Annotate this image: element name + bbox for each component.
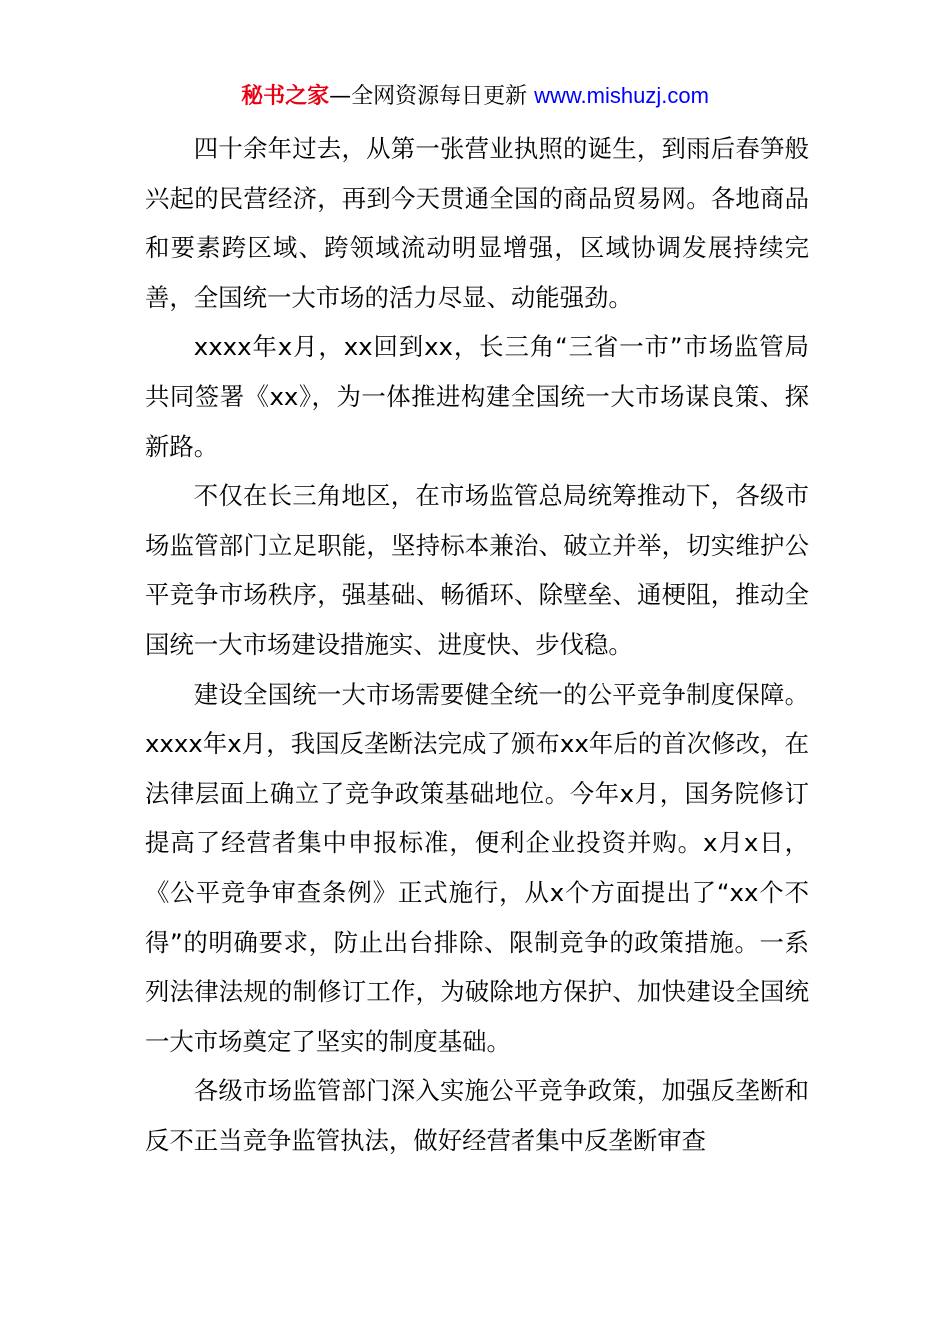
paragraph-1: 四十余年过去，从第一张营业执照的诞生，到雨后春笋般兴起的民营经济，再到今天贯通全国的商品贸易网。各地商品和要素跨区域、跨领域流动明显增强，区域协调发展持续完善，全国统一大市场的活力尽显、动能强劲。 (145, 134, 809, 312)
header-url: www.mishuzj.com (534, 83, 709, 108)
page-header (0, 80, 950, 113)
paragraph-2: xxxx年x月，xx回到xx，长三角“三省一市”市场监管局共同签署《xx》，为一体推进构建全国统一大市场谋良策、探新路。 (145, 332, 809, 461)
paragraph-3: 不仅在长三角地区，在市场监管总局统筹推动下，各级市场监管部门立足职能，坚持标本兼治、破立并举，切实维护公平竞争市场秩序，强基础、畅循环、除壁垒、通梗阻，推动全国统一大市场建设措施实、进度快、步伐稳。 (145, 481, 809, 659)
paragraph-5: 各级市场监管部门深入实施公平竞争政策，加强反垄断和反不正当竞争监管执法，做好经营者集中反垄断审查 (145, 1076, 809, 1155)
header-slogan: —全网资源每日更新 (329, 84, 535, 109)
brand-name: 秘书之家 (241, 84, 330, 109)
paragraph-4: 建设全国统一大市场需要健全统一的公平竞争制度保障。xxxx年x月，我国反垄断法完成了颁布xx年后的首次修改，在法律层面上确立了竞争政策基础地位。今年x月，国务院修订提高了经营者集中申报标准，便利企业投资并购。x月x日，《公平竞争审查条例》正式施行，从x个方面提出了“xx个不得”的明确要求，防止出台排除、限制竞争的政策措施。一系列法律法规的制修订工作，为破除地方保护、加快建设全国统一大市场奠定了坚实的制度基础。 (145, 679, 809, 1056)
document-body (145, 124, 809, 1165)
